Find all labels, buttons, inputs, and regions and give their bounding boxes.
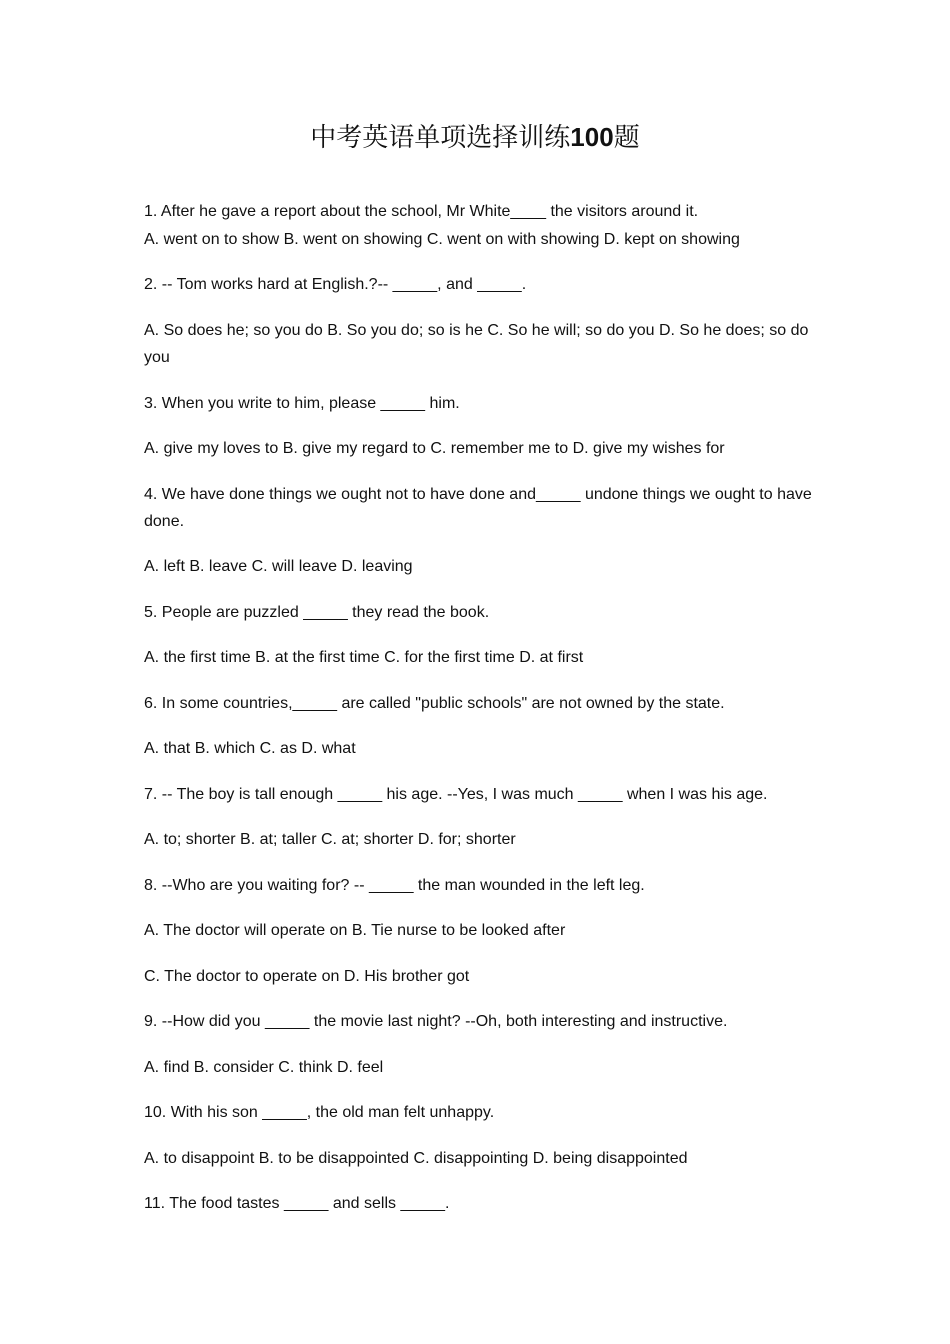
question-3-options: A. give my loves to B. give my regard to C. remember me to D. give my wishes for <box>144 440 725 457</box>
question-4-options: A. left B. leave C. will leave D. leaving <box>144 558 413 575</box>
question-11: 11. The food tastes _____ and sells _____. <box>144 1195 450 1212</box>
question-10-options: A. to disappoint B. to be disappointed C. disappointing D. being disappointed <box>144 1150 688 1167</box>
question-8: 8. --Who are you waiting for? -- _____ the man wounded in the left leg. <box>144 877 645 894</box>
question-2-options: A. So does he; so you do B. So you do; so is he C. So he will; so do you D. So he does; so do you <box>144 322 809 366</box>
page-title <box>0 120 950 155</box>
question-7-options: A. to; shorter B. at; taller C. at; shorter D. for; shorter <box>144 831 516 848</box>
question-9: 9. --How did you _____ the movie last night? --Oh, both interesting and instructive. <box>144 1013 728 1030</box>
question-8-options-ab: A. The doctor will operate on B. Tie nurse to be looked after <box>144 922 566 939</box>
question-4: 4. We have done things we ought not to have done and_____ undone things we ought to have done. <box>144 486 812 530</box>
title-number: 100 <box>570 122 614 152</box>
question-6-options: A. that B. which C. as D. what <box>144 740 356 757</box>
question-5-options: A. the first time B. at the first time C. for the first time D. at first <box>144 649 584 666</box>
question-6: 6. In some countries,_____ are called "public schools" are not owned by the state. <box>144 695 725 712</box>
question-9-options: A. find B. consider C. think D. feel <box>144 1059 384 1076</box>
question-5: 5. People are puzzled _____ they read the book. <box>144 604 490 621</box>
question-3: 3. When you write to him, please _____ him. <box>144 395 460 412</box>
question-7: 7. -- The boy is tall enough _____ his age. --Yes, I was much _____ when I was his age. <box>144 786 768 803</box>
question-1: 1. After he gave a report about the school, Mr White____ the visitors around it. <box>144 203 699 220</box>
question-2: 2. -- Tom works hard at English.?-- _____, and _____. <box>144 276 527 293</box>
question-1-options: A. went on to show B. went on showing C. went on with showing D. kept on showing <box>144 231 740 248</box>
question-10: 10. With his son _____, the old man felt unhappy. <box>144 1104 495 1121</box>
title-suffix: 题 <box>613 123 640 153</box>
question-8-options-cd: C. The doctor to operate on D. His brother got <box>144 968 470 985</box>
title-text: 中考英语单项选择训练 <box>310 123 571 153</box>
